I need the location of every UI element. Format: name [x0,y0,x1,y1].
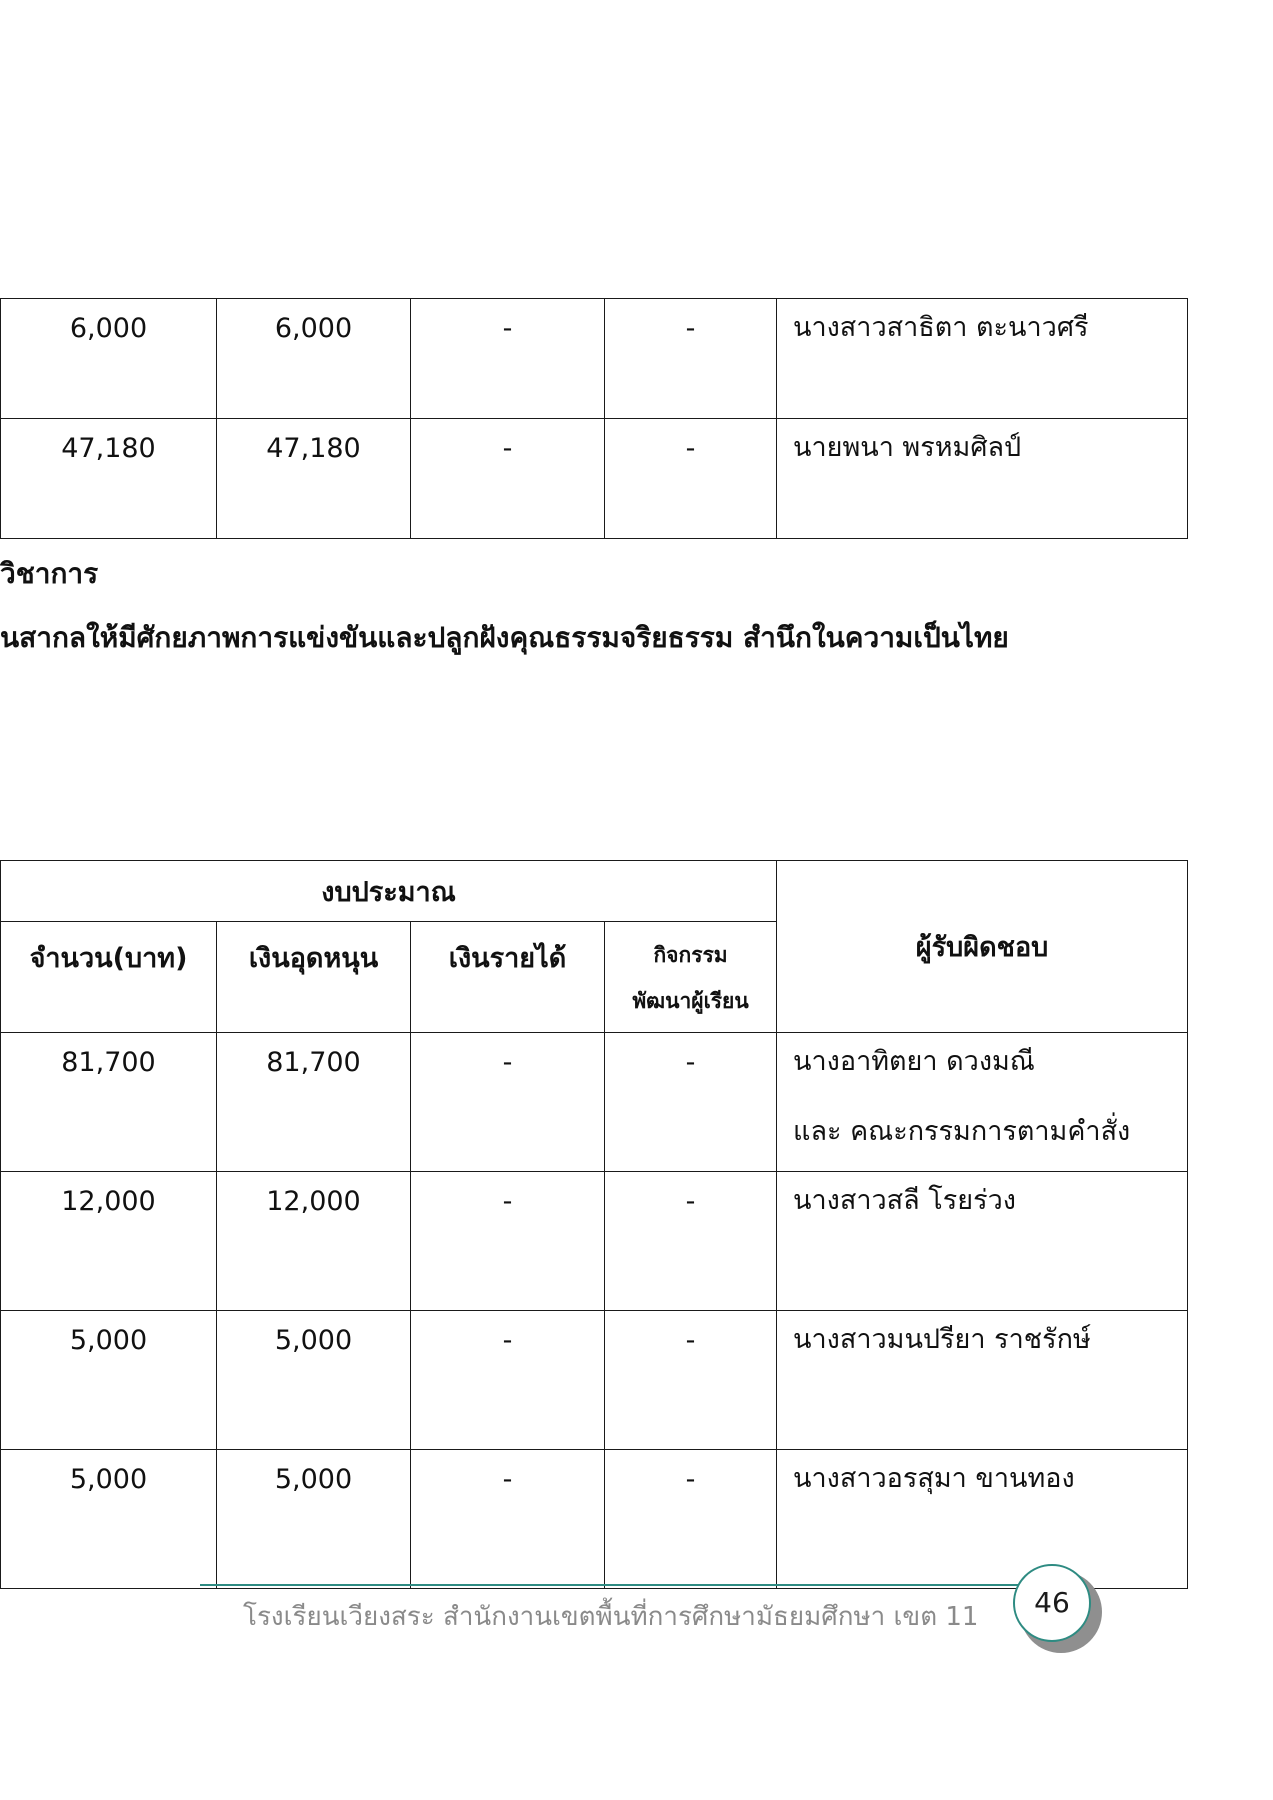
section-heading: วิชาการ [0,557,99,590]
owner-name: นางสาวสลี โรยร่วง [793,1185,1016,1216]
activity-cell: - [605,299,777,419]
owner-cell [777,1172,1188,1311]
activity-header [605,922,777,1033]
amount-cell: 12,000 [1,1172,217,1311]
amount-cell: 5,000 [1,1311,217,1450]
income-cell: - [411,1311,605,1450]
table-row [1,299,1188,419]
amount-cell: 47,180 [1,419,217,539]
amount-cell: 6,000 [1,299,217,419]
table-row [1,1311,1188,1450]
owner-name: นายพนา พรหมศิลป์ [793,432,1022,463]
activity-cell: - [605,1450,777,1589]
subsidy-header: เงินอุดหนุน [217,922,411,1033]
owner-cell [777,1311,1188,1450]
amount-cell: 5,000 [1,1450,217,1589]
owner-cell [777,1450,1188,1589]
amount-header: จำนวน(บาท) [1,922,217,1033]
subsidy-cell: 81,700 [217,1033,411,1172]
owner-name: นางสาวสาธิตา ตะนาวศรี [793,312,1089,343]
owner-name: นางสาวอรสุมา ขานทอง [793,1463,1075,1494]
subsidy-cell: 5,000 [217,1311,411,1450]
activity-cell: - [605,1311,777,1450]
owner-cell [777,1033,1188,1172]
owner-name: นางอาทิตยา ดวงมณี [793,1046,1035,1077]
owner-cell [777,299,1188,419]
income-cell: - [411,1450,605,1589]
subsidy-cell: 6,000 [217,299,411,419]
amount-cell: 81,700 [1,1033,217,1172]
section-subheading: นสากลให้มีศักยภาพการแข่งขันและปลูกฝังคุณธรรมจริยธรรม สำนึกในความเป็นไทย [0,621,1009,654]
budget-table-top [0,298,1188,539]
footer-divider [200,1584,1080,1586]
activity-cell: - [605,419,777,539]
activity-header-line2: พัฒนาผู้เรียน [632,989,749,1013]
table-row [1,419,1188,539]
budget-header: งบประมาณ [1,861,777,922]
subsidy-cell: 5,000 [217,1450,411,1589]
page-number-badge: 46 [1013,1564,1091,1642]
income-cell: - [411,299,605,419]
income-cell: - [411,1033,605,1172]
owner-name-line2: และ คณะกรรมการตามคำสั่ง [793,1116,1131,1147]
activity-cell: - [605,1172,777,1311]
subsidy-cell: 12,000 [217,1172,411,1311]
activity-header-line1: กิจกรรม [653,943,728,967]
income-cell: - [411,1172,605,1311]
owner-cell [777,419,1188,539]
table-row [1,1172,1188,1311]
budget-table-bottom [0,860,1188,1589]
income-header: เงินรายได้ [411,922,605,1033]
income-cell: - [411,419,605,539]
footer-school-name: โรงเรียนเวียงสระ สำนักงานเขตพื้นที่การศึกษามัธยมศึกษา เขต 11 [243,1602,979,1632]
owner-name: นางสาวมนปรียา ราชรักษ์ [793,1324,1091,1355]
table-row [1,1033,1188,1172]
subsidy-cell: 47,180 [217,419,411,539]
activity-cell: - [605,1033,777,1172]
owner-header: ผู้รับผิดชอบ [777,861,1188,1033]
table-row [1,1450,1188,1589]
